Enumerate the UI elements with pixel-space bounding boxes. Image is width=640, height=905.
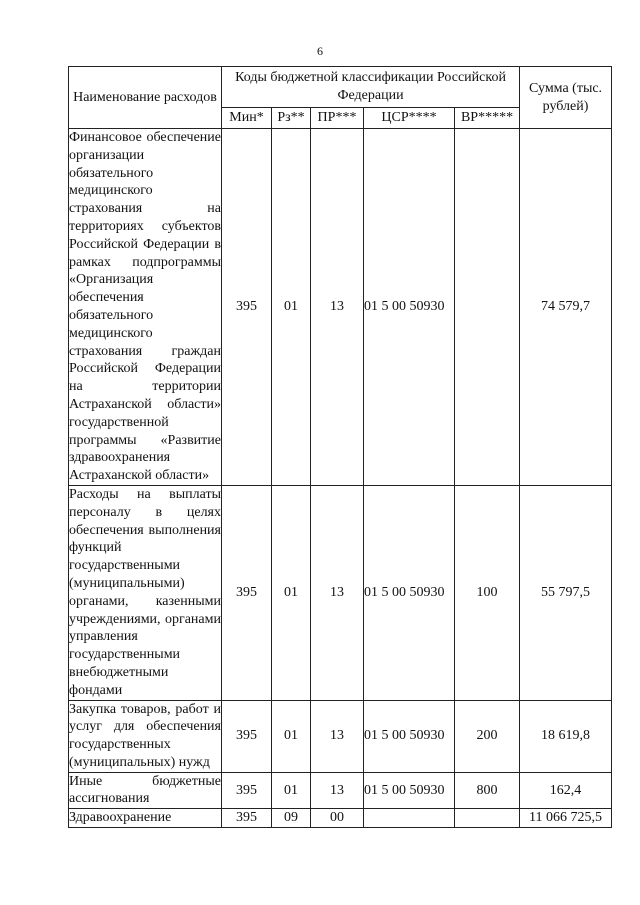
- row-pr: 13: [311, 772, 364, 809]
- header-row: [69, 67, 612, 108]
- row-name: Здравоохранение: [69, 809, 222, 828]
- row-name: Финансовое обеспечение организации обязательного медицинского страхования на территориях субъектов Российской Федерации в рамках подпрограммы «Организация обеспечения обязательного медицинского страхования граждан Российской Федерации на территории Астраханской области» государственной программы «Развитие здравоохранения Астраханской области»: [69, 129, 222, 486]
- subheader-pr: ПР***: [311, 108, 364, 129]
- row-vr: 100: [455, 485, 520, 700]
- row-name: Закупка товаров, работ и услуг для обеспечения государственных (муниципальных) нужд: [69, 700, 222, 772]
- row-rz: 01: [272, 700, 311, 772]
- header-sum-col: Сумма (тыс. рублей): [520, 67, 612, 129]
- row-sum: 55 797,5: [520, 485, 612, 700]
- table-row: [69, 772, 612, 809]
- header-codes-col: Коды бюджетной классификации Российской Федерации: [222, 67, 520, 108]
- row-min: 395: [222, 485, 272, 700]
- row-sum: 18 619,8: [520, 700, 612, 772]
- row-min: 395: [222, 772, 272, 809]
- row-sum: 11 066 725,5: [520, 809, 612, 828]
- row-name: Иные бюджетные ассигнования: [69, 772, 222, 809]
- row-rz: 01: [272, 485, 311, 700]
- row-min: 395: [222, 700, 272, 772]
- subheader-vr: ВР*****: [455, 108, 520, 129]
- row-rz: 01: [272, 772, 311, 809]
- row-vr: [455, 129, 520, 486]
- row-pr: 00: [311, 809, 364, 828]
- budget-table: [68, 66, 612, 828]
- row-pr: 13: [311, 485, 364, 700]
- table-row: [69, 700, 612, 772]
- subheader-min: Мин*: [222, 108, 272, 129]
- page-number: 6: [317, 44, 323, 58]
- row-pr: 13: [311, 700, 364, 772]
- row-name: Расходы на выплаты персоналу в целях обеспечения выполнения функций государственными (муниципальными) органами, казенными учреждениями, органами управления государственными внебюджетными фондами: [69, 485, 222, 700]
- row-pr: 13: [311, 129, 364, 486]
- row-vr: 200: [455, 700, 520, 772]
- row-vr: 800: [455, 772, 520, 809]
- table-row: [69, 485, 612, 700]
- row-rz: 09: [272, 809, 311, 828]
- row-sum: 74 579,7: [520, 129, 612, 486]
- row-csr: 01 5 00 50930: [364, 485, 455, 700]
- row-csr: 01 5 00 50930: [364, 772, 455, 809]
- subheader-csr: ЦСР****: [364, 108, 455, 129]
- table-row: [69, 129, 612, 486]
- table-row: [69, 809, 612, 828]
- row-min: 395: [222, 129, 272, 486]
- row-csr: [364, 809, 455, 828]
- row-csr: 01 5 00 50930: [364, 700, 455, 772]
- row-rz: 01: [272, 129, 311, 486]
- header-name-col: Наименование расходов: [69, 67, 222, 129]
- subheader-rz: Рз**: [272, 108, 311, 129]
- row-sum: 162,4: [520, 772, 612, 809]
- row-min: 395: [222, 809, 272, 828]
- row-csr: 01 5 00 50930: [364, 129, 455, 486]
- row-vr: [455, 809, 520, 828]
